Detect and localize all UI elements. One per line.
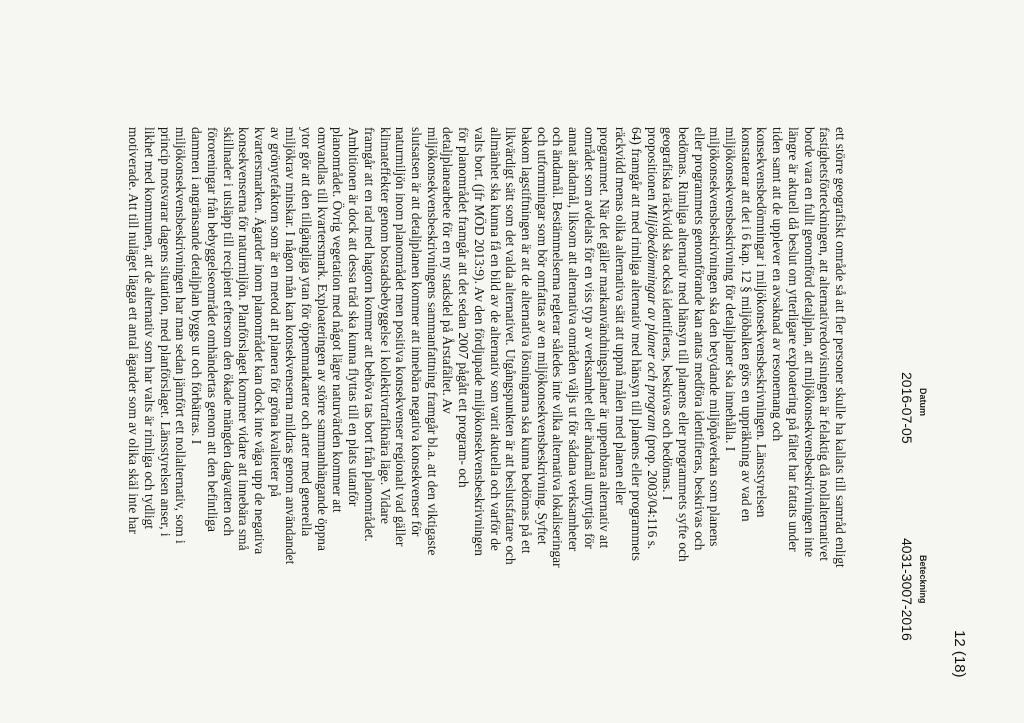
text-line: kvartersmarken. Ägarder inom planområdet kan dock inte väga upp de negativa	[251, 127, 267, 555]
text-line: tiden samt att de upplever en avsaknad av resonemang och	[770, 127, 786, 442]
text-line: ett större geografiskt område så att fler personer skulle ha kallats till samråd enligt	[833, 127, 848, 568]
text-line: bedömas. Rimliga alternativ med hänsyn till planens eller programmets syfte och	[675, 127, 691, 562]
date-label: Datum	[918, 388, 928, 417]
text-line: detaljplanearbete för en ny stadsdel på Årstafältet. Av	[440, 127, 456, 414]
text-line: 64) framgår att med rimliga alternativ med hänsyn till planens eller programmets	[628, 127, 644, 561]
text-line: miljökonsekvensbeskrivning för detaljplaner ska innehålla. I	[723, 127, 739, 452]
text-line: miljökonsekvensbeskrivningen ska den betydande miljöpåverkan som planens	[707, 127, 723, 547]
text-line: Ambitionen är dock att dessa träd ska kunna flyttas till en plats utanför	[346, 127, 362, 507]
text-line: geografiska räckvidd ska också identifieras, beskrivas och bedömas. I	[660, 127, 676, 501]
paragraph	[126, 127, 848, 687]
text-line: valts bort. (jfr MÖD 2013:9). Av den fördjupade miljökonsekvensbeskrivningen	[471, 127, 487, 556]
text-line: programmet. När det gäller markanvändningsplaner är uppenbara alternativ att	[597, 127, 613, 549]
text-line: längre är aktuell då beslut om ytterligare exploatering på fältet har fattats under	[785, 127, 801, 552]
text-line: och utformningar som bör omfattas av en miljökonsekvensbeskrivning. Syftet	[534, 127, 550, 545]
text-line: miljökonsekvensbeskrivningens sammanfattning framgår bl.a. att den viktigaste	[424, 127, 440, 556]
text-line: motiverade. Att till nuläget lägga ett antal ägarder som av olika skäl inte har	[126, 127, 142, 534]
text-line: miljökrav minskar. I någon mån kan konsekvenserna mildras genom användandet	[283, 127, 299, 565]
text-line: princip motsvarar dagens situation, med planförslaget. Länsstyrelsen anser, i	[157, 127, 173, 537]
reference-value: 4031-3007-2016	[899, 538, 915, 641]
text-line: borde vara en fullt genomförd detaljplan, att miljökonsekvensbeskrivningen inte	[801, 127, 817, 558]
text-line: slutsatsen är att detaljplanen kommer att innebära negativa konsekvenser för	[409, 127, 425, 537]
text-line: likvärdigt sätt som det valda alternativet. Utgångspunkten är att beslutsfattare och	[503, 127, 519, 565]
body-text	[114, 127, 848, 687]
text-line: klimateffekter genom bostadsbebyggelse i kollektivtrafiknära läge. Vidare	[377, 127, 393, 524]
text-line: likhet med kommunen, att de alternativ som har valts är rimliga och tydligt	[142, 127, 158, 529]
text-line: miljökonsekvensbeskrivningen har man sedan jämfört ett nollalternativ, som i	[173, 127, 189, 544]
text-line: och ändamål. Bestämmelserna reglerar således inte vilka alternativa lokaliseringar	[550, 127, 566, 568]
page-number: 12 (18)	[951, 630, 968, 678]
text-line: skillnader i utsläpp till recipient eftersom den ökade mängden dagvatten och	[220, 127, 236, 537]
text-line: fastighetsförteckningen, att alternativredovisningen är felaktig då nollalternativet	[817, 127, 833, 561]
text-line: av grönytefaktorn som är en metod att planera för gröna kvaliteter på	[267, 127, 283, 497]
text-line: allmänhet ska kunna få en bild av de alternativ som varit aktuella och varför de	[487, 127, 503, 551]
text-line: propositionen Miljöbedömningar av planer och program (prop. 2003/04:116 s.	[644, 127, 660, 550]
text-line: räckvidd menas olika alternativa sätt att uppnå målen med planen eller	[613, 127, 629, 505]
text-line: planområdet. Övrig vegetation med något lägre naturvärden kommer att	[330, 127, 346, 513]
text-line: konsekvensbedömningar i miljökonsekvensbeskrivningen. Länsstyrelsen	[754, 127, 770, 518]
text-line: ytor gör att den tillgängliga ytan för öppenmarkarter och arter med generella	[299, 127, 315, 537]
text-line: omvandlas till kvartersmark. Exploateringen av större sammanhängande öppna	[314, 127, 330, 551]
text-line: konstaterar att det i 6 kap. 12 § miljöbalken görs en uppräkning av vad en	[738, 127, 754, 522]
text-line: naturmiljön inom planområdet men positiva konsekvenser regionalt vad gäller	[393, 127, 409, 547]
text-line: för planområdet framgår att det sedan 2007 pågått ett program- och	[456, 127, 472, 488]
text-line: bakom lagstiftningen är att de alternativa lösningarna ska kunna bedömas på ett	[518, 127, 534, 554]
reference-label: Beteckning	[918, 555, 928, 604]
text-line: dammen i angränsande detaljplan byggs ut och förbättras. I	[189, 127, 205, 445]
text-line: annat ändamål, liksom att alternativa områden väljs ut för sådana verksamheter	[566, 127, 582, 552]
text-line: området som avdelats för en viss typ av verksamhet eller ändamål utnyttjas för	[581, 127, 597, 549]
text-line: eller programmets genomförande kan antas medföra identifieras, beskrivas och	[691, 127, 707, 551]
text-line: konsekvenserna för naturmiljön. Planförslaget kommer vidare att innebära små	[236, 127, 252, 551]
date-value: 2016-07-05	[899, 372, 915, 444]
text-line: framgår att en rad med hagtorn kommer att behöva tas bort från planområdet.	[361, 127, 377, 542]
text-line: föroreningar från bebyggelseområdet omhändertas genom att den befintliga	[204, 127, 220, 532]
